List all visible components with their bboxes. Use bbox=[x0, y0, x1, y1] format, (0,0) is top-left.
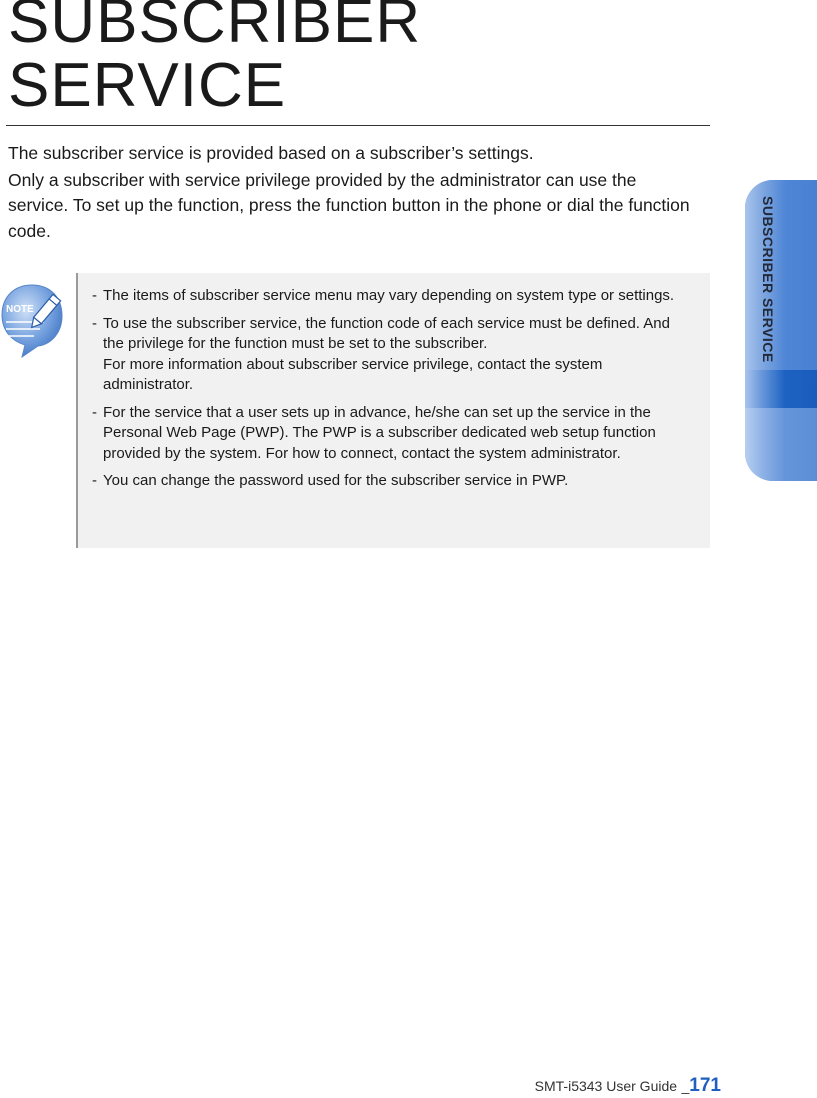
page-title bbox=[8, 0, 421, 118]
note-item bbox=[92, 286, 692, 307]
page-number: 171 bbox=[689, 1075, 721, 1096]
side-tab-label: SUBSCRIBER SERVICE bbox=[760, 196, 776, 363]
note-item-text: For the service that a user sets up in advance, he/she can set up the service in the Personal Web Page (PWP). The PWP is a subscriber dedicated web setup function provided by the system. For how to connect, contact the system administrator. bbox=[103, 403, 656, 462]
note-item bbox=[92, 314, 692, 396]
note-list bbox=[92, 286, 692, 492]
side-tab-segment bbox=[745, 180, 817, 372]
side-tab-current-marker bbox=[745, 370, 817, 408]
note-item-text: You can change the password used for the subscriber service in PWP. bbox=[103, 472, 569, 489]
note-pencil-icon bbox=[0, 282, 64, 358]
guide-name: SMT-i5343 User Guide bbox=[534, 1078, 678, 1094]
page-title-line2: SERVICE bbox=[8, 51, 287, 120]
title-divider bbox=[6, 125, 710, 126]
note-item-text: The items of subscriber service menu may vary depending on system type or settings. bbox=[103, 287, 675, 304]
chapter-side-tab bbox=[745, 180, 817, 481]
note-item bbox=[92, 471, 692, 492]
intro-paragraph-2: Only a subscriber with service privilege provided by the administrator can use the service. To set up the function, press the function button in the phone or dial the function code. bbox=[8, 169, 690, 241]
side-tab-segment bbox=[745, 408, 817, 481]
note-box bbox=[76, 273, 710, 548]
page-title-line1: SUBSCRIBER bbox=[8, 0, 422, 56]
page-footer bbox=[535, 1075, 721, 1097]
note-item-text: To use the subscriber service, the function code of each service must be defined. And the privilege for the function must be set to the subscriber. bbox=[103, 314, 670, 352]
footer-separator: _ bbox=[681, 1078, 690, 1094]
note-item-extra: For more information about subscriber service privilege, contact the system administrator. bbox=[103, 355, 603, 393]
note-icon-label: NOTE bbox=[6, 304, 34, 315]
intro-paragraph-1: The subscriber service is provided based on a subscriber’s settings. bbox=[8, 143, 534, 163]
intro-section bbox=[8, 141, 698, 244]
note-item bbox=[92, 403, 692, 465]
